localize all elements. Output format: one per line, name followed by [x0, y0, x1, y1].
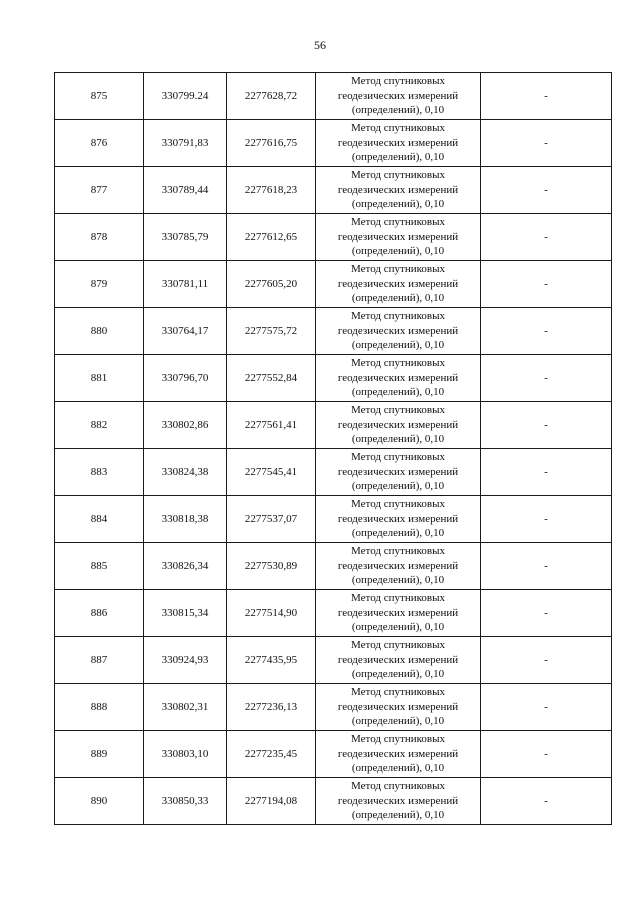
method-text: Метод спутниковых геодезических измерений (определений), 0,10 — [337, 451, 459, 493]
table-row — [55, 355, 612, 402]
y-coordinate-cell: 2277605,20 — [227, 261, 316, 308]
x-coordinate-cell: 330802,31 — [144, 684, 227, 731]
method-text: Метод спутниковых геодезических измерений (определений), 0,10 — [337, 639, 459, 681]
coordinates-table — [54, 72, 612, 825]
x-coordinate-cell: 330789,44 — [144, 167, 227, 214]
y-coordinate-cell: 2277612,65 — [227, 214, 316, 261]
method-cell — [316, 543, 481, 590]
method-cell — [316, 355, 481, 402]
method-cell — [316, 120, 481, 167]
y-coordinate-cell: 2277236,13 — [227, 684, 316, 731]
y-coordinate-cell: 2277616,75 — [227, 120, 316, 167]
description-cell: - — [481, 308, 612, 355]
page-number: 56 — [314, 38, 326, 52]
description-cell: - — [481, 73, 612, 120]
table-row — [55, 637, 612, 684]
table-row — [55, 261, 612, 308]
method-text: Метод спутниковых геодезических измерений (определений), 0,10 — [337, 404, 459, 446]
table-row — [55, 308, 612, 355]
x-coordinate-cell: 330791,83 — [144, 120, 227, 167]
x-coordinate-cell: 330924,93 — [144, 637, 227, 684]
method-cell — [316, 449, 481, 496]
x-coordinate-cell: 330802,86 — [144, 402, 227, 449]
y-coordinate-cell: 2277537,07 — [227, 496, 316, 543]
method-text: Метод спутниковых геодезических измерений (определений), 0,10 — [337, 169, 459, 211]
description-cell: - — [481, 684, 612, 731]
table-row — [55, 402, 612, 449]
y-coordinate-cell: 2277561,41 — [227, 402, 316, 449]
point-number-cell: 878 — [55, 214, 144, 261]
method-text: Метод спутниковых геодезических измерений (определений), 0,10 — [337, 686, 459, 728]
description-cell: - — [481, 496, 612, 543]
x-coordinate-cell: 330850,33 — [144, 778, 227, 825]
y-coordinate-cell: 2277514,90 — [227, 590, 316, 637]
point-number-cell: 881 — [55, 355, 144, 402]
y-coordinate-cell: 2277552,84 — [227, 355, 316, 402]
method-cell — [316, 73, 481, 120]
y-coordinate-cell: 2277235,45 — [227, 731, 316, 778]
description-cell: - — [481, 637, 612, 684]
method-text: Метод спутниковых геодезических измерений (определений), 0,10 — [337, 357, 459, 399]
method-text: Метод спутниковых геодезических измерений (определений), 0,10 — [337, 498, 459, 540]
x-coordinate-cell: 330815,34 — [144, 590, 227, 637]
method-cell — [316, 261, 481, 308]
point-number-cell: 889 — [55, 731, 144, 778]
method-cell — [316, 731, 481, 778]
method-text: Метод спутниковых геодезических измерений (определений), 0,10 — [337, 75, 459, 117]
table-row — [55, 543, 612, 590]
method-text: Метод спутниковых геодезических измерений (определений), 0,10 — [337, 122, 459, 164]
table-row — [55, 731, 612, 778]
y-coordinate-cell: 2277530,89 — [227, 543, 316, 590]
method-text: Метод спутниковых геодезических измерений (определений), 0,10 — [337, 592, 459, 634]
x-coordinate-cell: 330781,11 — [144, 261, 227, 308]
description-cell: - — [481, 543, 612, 590]
description-cell: - — [481, 449, 612, 496]
coordinates-table-body — [55, 73, 612, 825]
x-coordinate-cell: 330818,38 — [144, 496, 227, 543]
point-number-cell: 888 — [55, 684, 144, 731]
table-row — [55, 214, 612, 261]
description-cell: - — [481, 261, 612, 308]
table-row — [55, 449, 612, 496]
x-coordinate-cell: 330824,38 — [144, 449, 227, 496]
description-cell: - — [481, 731, 612, 778]
method-cell — [316, 637, 481, 684]
method-cell — [316, 590, 481, 637]
x-coordinate-cell: 330764,17 — [144, 308, 227, 355]
method-text: Метод спутниковых геодезических измерений (определений), 0,10 — [337, 545, 459, 587]
point-number-cell: 880 — [55, 308, 144, 355]
method-cell — [316, 496, 481, 543]
x-coordinate-cell: 330803,10 — [144, 731, 227, 778]
method-cell — [316, 684, 481, 731]
description-cell: - — [481, 355, 612, 402]
description-cell: - — [481, 120, 612, 167]
y-coordinate-cell: 2277545,41 — [227, 449, 316, 496]
method-text: Метод спутниковых геодезических измерений (определений), 0,10 — [337, 733, 459, 775]
table-row — [55, 496, 612, 543]
point-number-cell: 877 — [55, 167, 144, 214]
method-text: Метод спутниковых геодезических измерений (определений), 0,10 — [337, 263, 459, 305]
point-number-cell: 875 — [55, 73, 144, 120]
point-number-cell: 876 — [55, 120, 144, 167]
table-row — [55, 684, 612, 731]
point-number-cell: 883 — [55, 449, 144, 496]
x-coordinate-cell: 330826,34 — [144, 543, 227, 590]
point-number-cell: 882 — [55, 402, 144, 449]
x-coordinate-cell: 330785,79 — [144, 214, 227, 261]
table-row — [55, 778, 612, 825]
method-cell — [316, 214, 481, 261]
point-number-cell: 885 — [55, 543, 144, 590]
y-coordinate-cell: 2277575,72 — [227, 308, 316, 355]
y-coordinate-cell: 2277194,08 — [227, 778, 316, 825]
x-coordinate-cell: 330796,70 — [144, 355, 227, 402]
method-cell — [316, 778, 481, 825]
x-coordinate-cell: 330799.24 — [144, 73, 227, 120]
table-row — [55, 73, 612, 120]
method-text: Метод спутниковых геодезических измерений (определений), 0,10 — [337, 780, 459, 822]
description-cell: - — [481, 402, 612, 449]
point-number-cell: 887 — [55, 637, 144, 684]
table-row — [55, 120, 612, 167]
method-cell — [316, 308, 481, 355]
description-cell: - — [481, 167, 612, 214]
point-number-cell: 879 — [55, 261, 144, 308]
description-cell: - — [481, 778, 612, 825]
method-cell — [316, 167, 481, 214]
table-row — [55, 590, 612, 637]
point-number-cell: 890 — [55, 778, 144, 825]
description-cell: - — [481, 590, 612, 637]
method-text: Метод спутниковых геодезических измерений (определений), 0,10 — [337, 216, 459, 258]
point-number-cell: 886 — [55, 590, 144, 637]
y-coordinate-cell: 2277618,23 — [227, 167, 316, 214]
y-coordinate-cell: 2277435,95 — [227, 637, 316, 684]
method-text: Метод спутниковых геодезических измерений (определений), 0,10 — [337, 310, 459, 352]
method-cell — [316, 402, 481, 449]
description-cell: - — [481, 214, 612, 261]
table-row — [55, 167, 612, 214]
y-coordinate-cell: 2277628,72 — [227, 73, 316, 120]
point-number-cell: 884 — [55, 496, 144, 543]
